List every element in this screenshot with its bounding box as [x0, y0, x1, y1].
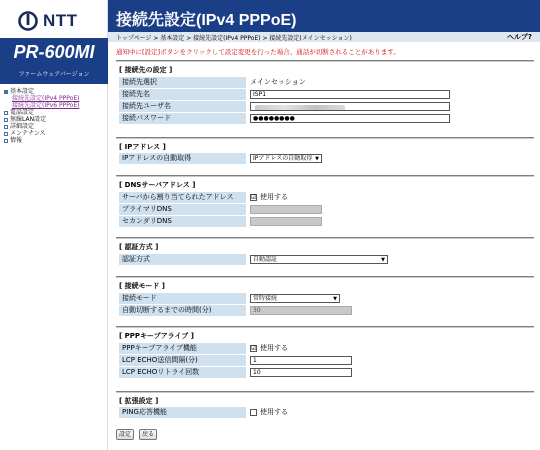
field-label: プライマリDNS: [119, 204, 246, 215]
row-ip-auto: [119, 153, 531, 164]
row-auth-method: [119, 254, 531, 265]
nav-item-label: 詳細設定: [10, 123, 35, 130]
value-cell: [247, 355, 531, 366]
section-title: [ PPPキープアライブ ]: [119, 332, 194, 340]
field-label: PPPキープアライブ機能: [119, 343, 246, 354]
sidebar: [0, 0, 108, 450]
lcp-interval-input[interactable]: 1: [250, 356, 352, 365]
redacted-value: [255, 105, 345, 111]
main-content: [108, 0, 540, 450]
section-divider: [116, 60, 534, 62]
nav-item-wlan[interactable]: [4, 116, 108, 123]
section-divider: [116, 391, 534, 393]
folder-icon: [4, 118, 8, 122]
folder-icon: [4, 125, 8, 129]
nav-item-advanced[interactable]: [4, 123, 108, 130]
nav-item-phone[interactable]: [4, 109, 108, 116]
checkbox-label: 使用する: [260, 408, 288, 416]
field-label: LCP ECHOリトライ回数: [119, 367, 246, 378]
section-title: [ IPアドレス ]: [119, 143, 166, 151]
nav-item-label: 情報: [10, 137, 23, 144]
value-cell: [247, 204, 531, 215]
back-button[interactable]: 戻る: [139, 429, 157, 440]
lcp-retry-input[interactable]: 10: [250, 368, 352, 377]
checkbox-label: 使用する: [260, 344, 288, 352]
ping-response-checkbox[interactable]: [250, 409, 257, 416]
row-lcp-retry: [119, 367, 531, 378]
nav-link-ipv4-pppoe[interactable]: 接続先設定(IPv4 PPPoE): [12, 95, 80, 102]
value-cell: [247, 216, 531, 227]
row-connection-select: [119, 77, 531, 88]
breadcrumb: トップページ > 基本設定 > 接続先設定(IPv4 PPPoE) > 接続先設定(メインセッション): [116, 35, 352, 42]
auth-method-select[interactable]: [250, 255, 388, 264]
title-bar: [108, 0, 540, 32]
connection-name-input[interactable]: ISP1: [250, 90, 450, 99]
field-label: 接続パスワード: [119, 113, 246, 124]
keepalive-checkbox[interactable]: ☑: [251, 345, 257, 352]
value-cell: [247, 89, 531, 100]
section-divider: [116, 237, 534, 239]
row-dns-secondary: [119, 216, 531, 227]
row-ping-response: [119, 407, 531, 418]
row-connection-name: [119, 89, 531, 100]
connection-mode-select[interactable]: [250, 294, 340, 303]
value-cell: [247, 192, 531, 203]
value-cell: [247, 305, 531, 316]
chevron-down-icon: ▼: [333, 296, 337, 302]
ip-auto-select[interactable]: [250, 154, 322, 163]
folder-icon: [4, 132, 8, 136]
help-link[interactable]: ヘルプ?: [506, 33, 532, 41]
row-dns-assigned: [119, 192, 531, 203]
field-label: PING応答機能: [119, 407, 246, 418]
field-label: LCP ECHO送信間隔(分): [119, 355, 246, 366]
nav-item-label: メンテナンス: [10, 130, 46, 137]
connection-user-input[interactable]: [250, 102, 450, 111]
checkbox-label: 使用する: [260, 193, 288, 201]
section-divider: [116, 326, 534, 328]
value-cell: [247, 293, 531, 304]
field-label: IPアドレスの自動取得: [119, 153, 246, 164]
select-value: 自動認証: [253, 256, 278, 263]
field-label: 接続先選択: [119, 77, 246, 88]
section-divider: [116, 276, 534, 278]
auto-disconnect-input[interactable]: 30: [250, 306, 352, 315]
section-title: [ DNSサーバアドレス ]: [119, 181, 196, 189]
nav-item-label: 基本設定: [10, 88, 35, 95]
field-label: 接続先ユーザ名: [119, 101, 246, 112]
value-cell: [247, 153, 531, 164]
folder-open-icon: [4, 90, 8, 94]
nav-item-maintenance[interactable]: [4, 130, 108, 137]
set-button[interactable]: 設定: [116, 429, 134, 440]
section-title: [ 接続先の設定 ]: [119, 66, 173, 74]
firmware-version-label: ファームウェアバージョン: [18, 71, 90, 78]
connection-select-value: メインセッション: [250, 78, 306, 86]
connection-password-input[interactable]: ●●●●●●●●: [250, 114, 450, 123]
field-label: 自動切断するまでの時間(分): [119, 305, 246, 316]
model-banner: [0, 38, 108, 84]
row-auto-disconnect: [119, 305, 531, 316]
value-cell: [247, 101, 531, 112]
secondary-dns-input[interactable]: [250, 217, 322, 226]
row-connection-user: [119, 101, 531, 112]
nav-item-basic[interactable]: [4, 88, 108, 95]
field-label: 接続モード: [119, 293, 246, 304]
nav-item-info[interactable]: [4, 137, 108, 144]
field-label: 認証方式: [119, 254, 246, 265]
row-connection-password: [119, 113, 531, 124]
logo-text: NTT: [43, 11, 78, 30]
chevron-down-icon: ▼: [315, 156, 319, 162]
field-label: 接続先名: [119, 89, 246, 100]
row-lcp-interval: [119, 355, 531, 366]
value-cell: [247, 367, 531, 378]
folder-icon: [4, 111, 8, 115]
section-title: [ 認証方式 ]: [119, 243, 159, 251]
section-title: [ 拡張設定 ]: [119, 397, 159, 405]
ntt-logo-icon: [18, 11, 38, 31]
row-connection-mode: [119, 293, 531, 304]
nav-item-label: 無線LAN設定: [10, 116, 47, 123]
breadcrumb-bar: [108, 32, 540, 42]
value-cell: [247, 343, 531, 354]
chevron-down-icon: ▼: [381, 257, 385, 263]
primary-dns-input[interactable]: [250, 205, 322, 214]
value-cell: [247, 254, 531, 265]
nav-item-label: 電話設定: [10, 109, 35, 116]
row-ppp-keepalive: [119, 343, 531, 354]
page-title: 接続先設定(IPv4 PPPoE): [116, 12, 297, 29]
field-label: サーバから割り当てられたアドレス: [119, 192, 246, 203]
row-dns-primary: [119, 204, 531, 215]
section-title: [ 接続モード ]: [119, 282, 165, 290]
section-divider: [116, 175, 534, 177]
field-label: セカンダリDNS: [119, 216, 246, 227]
nav-link-ipv6-pppoe[interactable]: 接続先設定(IPv6 PPPoE): [12, 102, 80, 109]
select-value: IPアドレスの自動取得: [253, 155, 313, 162]
nav-sub-list: [4, 95, 108, 109]
ntt-logo: [18, 8, 90, 34]
model-name: PR-600MI: [13, 42, 95, 62]
section-divider: [116, 137, 534, 139]
warning-text: 通知中に[設定]ボタンをクリックして設定変更を行った場合、通話が切断されることがあります。: [116, 48, 400, 56]
select-value: 常時接続: [253, 295, 278, 302]
value-cell: [247, 113, 531, 124]
value-cell: [247, 407, 531, 418]
folder-icon: [4, 139, 8, 143]
nav-tree: [4, 88, 108, 144]
dns-assigned-checkbox[interactable]: ☑: [251, 194, 257, 201]
